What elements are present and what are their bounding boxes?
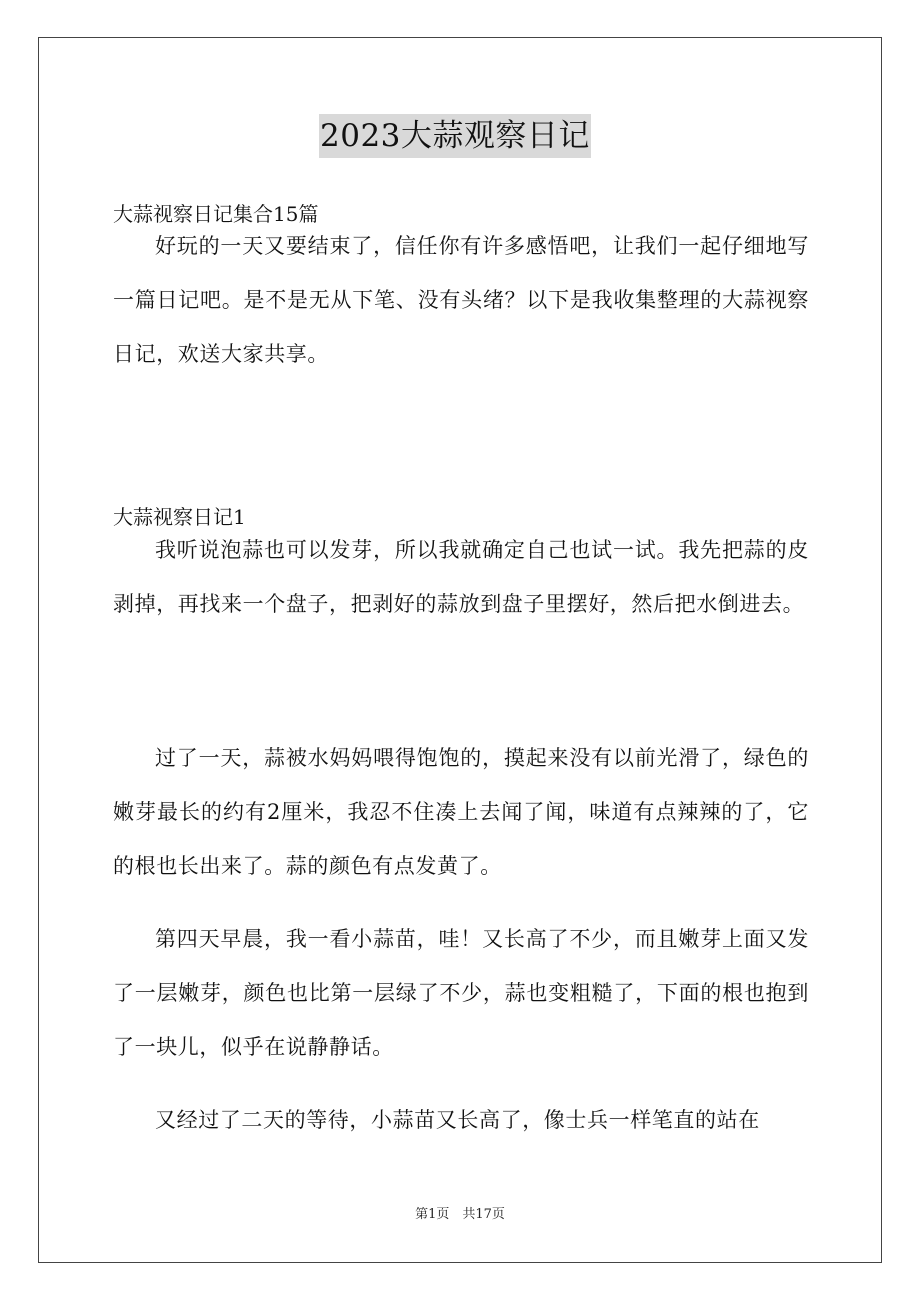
section-heading: 大蒜视察日记1 <box>113 505 246 529</box>
document-title: 2023大蒜观察日记 <box>319 114 591 158</box>
document-subtitle: 大蒜视察日记集合15篇 <box>113 202 319 226</box>
body-paragraph-1: 我听说泡蒜也可以发芽，所以我就确定自己也试一试。我先把蒜的皮剥掉，再找来一个盘子，把剥好的蒜放到盘子里摆好，然后把水倒进去。 <box>113 538 809 616</box>
intro-paragraph: 好玩的一天又要结束了，信任你有许多感悟吧，让我们一起仔细地写一篇日记吧。是不是无从下笔、没有头绪？以下是我收集整理的大蒜视察日记，欢送大家共享。 <box>113 234 809 366</box>
body-paragraph-3: 第四天早晨，我一看小蒜苗，哇！又长高了不少，而且嫩芽上面又发了一层嫩芽，颜色也比第一层绿了不少，蒜也变粗糙了，下面的根也抱到了一块儿，似乎在说静静话。 <box>113 927 809 1059</box>
body-paragraph-4: 又经过了二天的等待，小蒜苗又长高了，像士兵一样笔直的站在 <box>155 1108 760 1132</box>
body-paragraph-2: 过了一天，蒜被水妈妈喂得饱饱的，摸起来没有以前光滑了，绿色的嫩芽最长的约有2厘米，我忍不住凑上去闻了闻，味道有点辣辣的了，它的根也长出来了。蒜的颜色有点发黄了。 <box>113 746 809 878</box>
page-footer: 第1页 共17页 <box>415 1207 505 1222</box>
